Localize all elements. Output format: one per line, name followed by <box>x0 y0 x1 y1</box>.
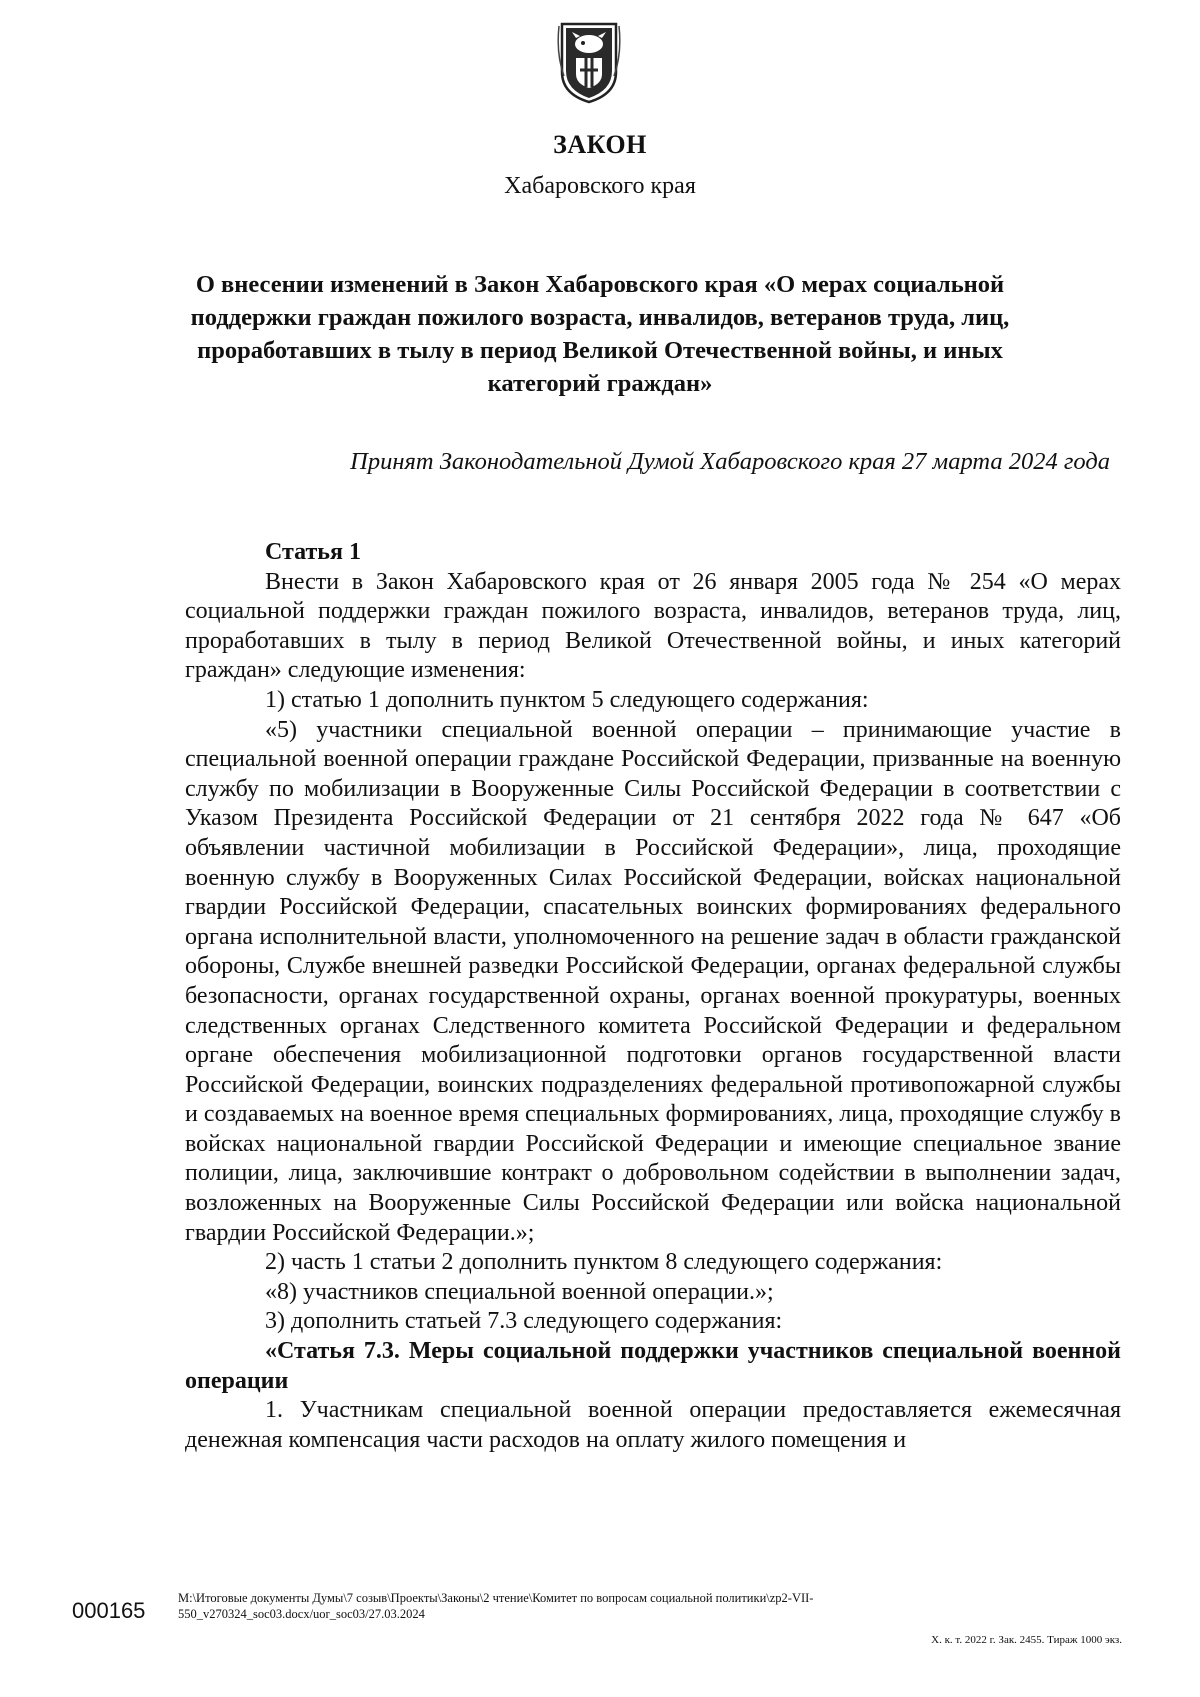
amendment-item-3: 3) дополнить статьей 7.3 следующего содержания: <box>265 1308 783 1335</box>
law-name-line: категорий граждан» <box>487 370 713 397</box>
adoption-note: Принят Законодательной Думой Хабаровского края 27 марта 2024 года <box>350 448 1110 475</box>
law-name-line: О внесении изменений в Закон Хабаровского края «О мерах социальной <box>195 271 1005 298</box>
document-body <box>185 538 1121 1455</box>
print-info: Х. к. т. 2022 г. Зак. 2455. Тираж 1000 экз. <box>931 1634 1122 1646</box>
law-name <box>190 268 1010 400</box>
amendment-item-2-text: «8) участников специальной военной операции.»; <box>265 1278 774 1305</box>
article-heading: Статья 1 <box>265 539 361 565</box>
law-name-line: поддержки граждан пожилого возраста, инвалидов, ветеранов труда, лиц, <box>190 304 1010 331</box>
amendment-item-1-text: «5) участники специальной военной операции – принимающие участие в специальной военной операции граждане Российской Федерации, призванные на военную службу по мобилизации в Вооруженные Силы Российской Федерации в соответствии с Указом Президента Российской Федерации от 21 сентября 2022 года № 647 «Об объявлении частичной мобилизации в Российской Федерации», лица, проходящие военную службу в Вооруженных Силах Российской Федерации, войсках национальной гвардии Российской Федерации, спасательных воинских формированиях федерального органа исполнительной власти, уполномоченного на решение задач в области гражданской обороны, Службе внешней разведки Российской Федерации, органах федеральной службы безопасности, органах государственной охраны, органах военной прокуратуры, военных следственных органах Следственного комитета Российской Федерации и федеральном органе обеспечения мобилизационной подготовки органов государственной власти Российской Федерации, воинских подразделениях федеральной противопожарной службы и создаваемых на военное время специальных формированиях, лица, проходящие службу в войсках национальной гвардии Российской Федерации и имеющие специальное звание полиции, лица, заключившие контракт о добровольном содействии в выполнении задач, возложенных на Вооруженные Силы Российской Федерации или войска национальной гвардии Российской Федерации.»; <box>185 716 1121 1246</box>
document-region: Хабаровского края <box>504 173 696 199</box>
new-article-paragraph-1: 1. Участникам специальной военной операции предоставляется ежемесячная денежная компенсация части расходов на оплату жилого помещения и <box>185 1397 1121 1453</box>
amendment-item-1: 1) статью 1 дополнить пунктом 5 следующего содержания: <box>265 686 869 713</box>
file-path-line: 550_v270324_soc03.docx/uor_soc03/27.03.2024 <box>178 1607 425 1621</box>
khabarovsk-coat-of-arms-icon <box>556 14 622 106</box>
file-path-line: M:\Итоговые документы Думы\7 созыв\Проекты\Законы\2 чтение\Комитет по вопросам социальной политики\zp2-VII- <box>178 1591 814 1605</box>
new-article-heading: «Статья 7.3. Меры социальной поддержки участников специальной военной операции <box>185 1338 1121 1394</box>
document-title: ЗАКОН <box>553 130 647 159</box>
law-name-line: проработавших в тылу в период Великой Отечественной войны, и иных <box>197 337 1003 364</box>
document-number: 000165 <box>72 1598 146 1623</box>
article-intro: Внести в Закон Хабаровского края от 26 января 2005 года № 254 «О мерах социальной поддержки граждан пожилого возраста, инвалидов, ветеранов труда, лиц, проработавших в тылу в период Великой Отечественной войны, и иных категорий граждан» следующие изменения: <box>185 568 1121 684</box>
file-path <box>178 1590 1118 1622</box>
amendment-item-2: 2) часть 1 статьи 2 дополнить пунктом 8 следующего содержания: <box>265 1249 943 1276</box>
